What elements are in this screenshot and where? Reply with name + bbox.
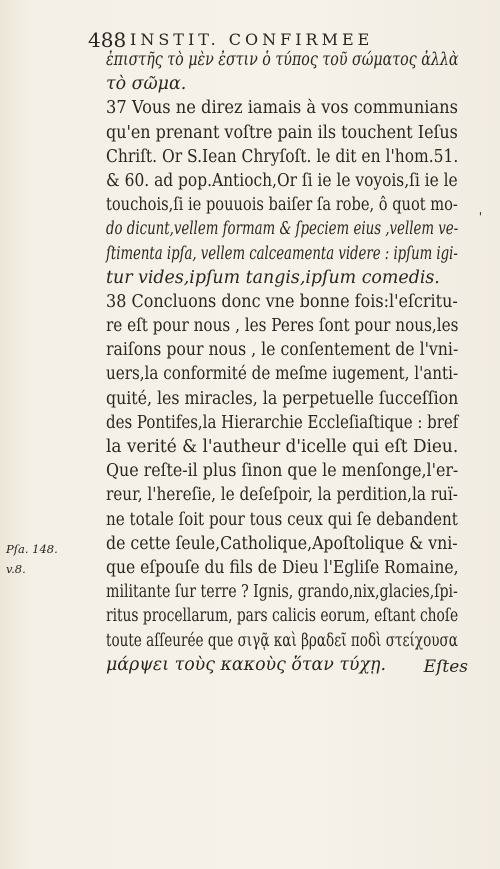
text-line: que eſpouſe du fils de Dieu l'Egliſe Romaine,: [106, 557, 459, 578]
text-line: 37 Vous ne direz iamais à vos communians: [106, 98, 458, 119]
text-line: τὸ σῶμα.: [106, 74, 187, 95]
text-line: Chriſt. Or S.Iean Chryſoſt. le dit en l'hom.51.: [106, 146, 459, 167]
page-number: 488: [88, 28, 127, 52]
text-line: reur, l'hereſie, le deſeſpoir, la perdition,la ruï-: [106, 485, 458, 506]
text-line: la verité & l'autheur d'icelle qui eſt Dieu.: [106, 437, 459, 457]
text-line: ne totale ſoit pour tous ceux qui ſe debandent: [106, 509, 458, 530]
margin-mark: ': [478, 210, 482, 224]
margin-note: [6, 542, 58, 576]
margin-note-verse: v.8.: [6, 562, 26, 576]
text-line: & 60. ad pop.Antioch,Or ſi ie le voyois,ſi ie le: [106, 170, 458, 191]
text-line: militante ſur terre ? Ignis, grando,nix,glacies,ſpi-: [106, 582, 458, 603]
text-line: re eſt pour nous , les Peres ſont pour nous,les: [106, 316, 459, 337]
text-line: raiſons pour nous , le conſentement de l'vni-: [106, 340, 459, 361]
text-line: qu'en prenant voſtre pain ils touchent Ieſus: [106, 122, 458, 143]
text-line: toute aſſeurée que σιγᾷ καὶ βραδεῖ ποδὶ στείχουσα: [106, 630, 458, 651]
text-line: tur vides,ipſum tangis,ipſum comedis.: [106, 267, 440, 288]
text-line: quité, les miracles, la perpetuelle ſucceſſion: [106, 388, 459, 409]
running-title: INSTIT. CONFIRMEE: [130, 30, 374, 49]
catchword: Eſtes: [423, 657, 468, 677]
text-line: de cette ſeule,Catholique,Apoſtolique & vni-: [106, 533, 458, 554]
text-line: ſtimenta ipſa, vellem calceamenta videre : ipſum igi-: [106, 243, 458, 264]
text-line: μάρψει τοὺς κακοὺς ὅταν τύχῃ.: [106, 654, 386, 675]
margin-note-reference: Pſa. 148.: [6, 542, 58, 556]
body-text: [106, 48, 459, 677]
text-line: uers,la conformité de meſme iugement, l'anti-: [106, 364, 459, 385]
text-line: touchois,ſi ie pouuois baiſer ſa robe, ô quot mo-: [106, 195, 458, 216]
text-line: 38 Concluons donc vne bonne fois:l'eſcritu-: [106, 291, 458, 312]
text-line: ritus procellarum, pars calicis eorum, eſtant choſe: [106, 606, 459, 627]
text-line: Que reſte-il plus ſinon que le menſonge,l'er-: [106, 461, 459, 482]
text-line: do dicunt,vellem formam & ſpeciem eius ,vellem ve-: [106, 219, 459, 240]
text-line: ἐπιστῆς τὸ μὲν ἐστιν ὁ τύπος τοῦ σώματος ἀλλὰ: [106, 50, 459, 70]
text-line: des Pontifes,la Hierarchie Eccleſiaſtique : bref: [106, 412, 459, 433]
